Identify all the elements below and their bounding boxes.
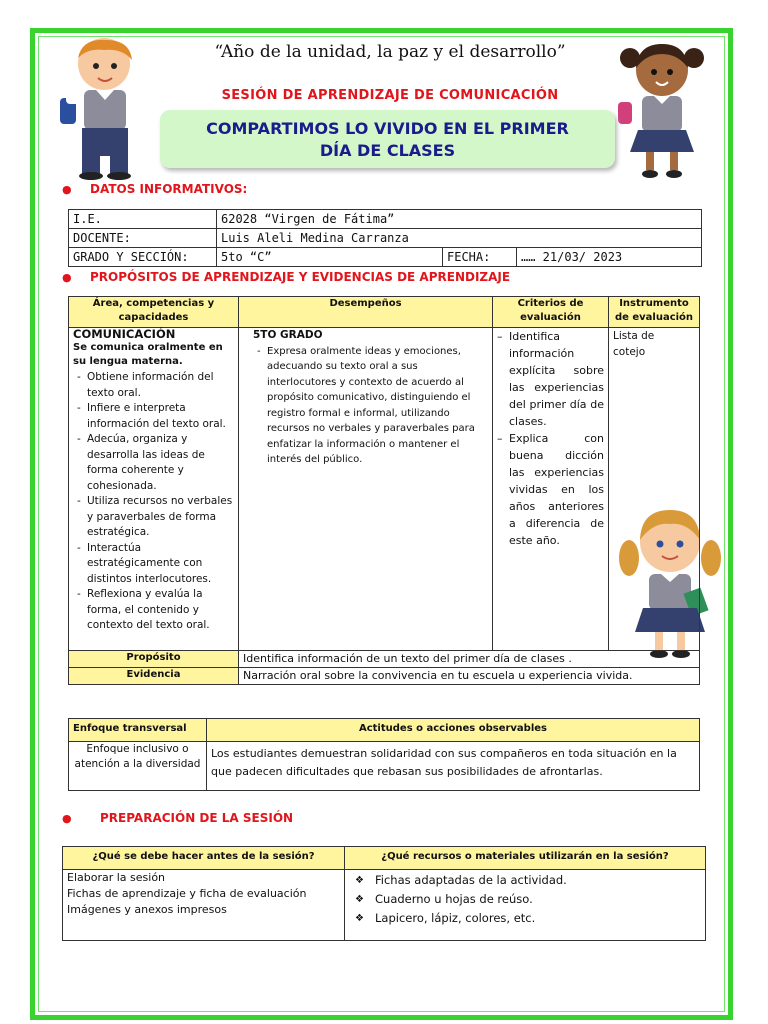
desempenos-cell (239, 328, 493, 651)
criterios-cell (493, 328, 609, 651)
preparation-table (62, 846, 706, 941)
table-row (69, 248, 702, 267)
evidencia-label: Evidencia (69, 668, 239, 685)
list-item: Fichas de aprendizaje y ficha de evaluación (67, 887, 307, 900)
list-item: - Infiere e interpreta información del texto oral. (73, 401, 234, 432)
title-line-1: COMPARTIMOS LO VIVIDO EN EL PRIMER (206, 119, 569, 138)
list-item: - Utiliza recursos no verbales y paraverbales de forma estratégica. (73, 494, 234, 541)
session-subtitle: SESIÓN DE APRENDIZAJE DE COMUNICACIÓN (221, 88, 559, 103)
list-item: ❖ Lapicero, lápiz, colores, etc. (349, 910, 701, 927)
section-propositos (62, 270, 510, 284)
list-item: – Identifica información explícita sobre las experiencias del primer día de clases. (497, 328, 604, 430)
list-item: - Reflexiona y evalúa la forma, el contenido y contexto del texto oral. (73, 587, 234, 634)
table-row (69, 668, 700, 685)
header-actitudes: Actitudes o acciones observables (207, 719, 700, 742)
enfoque-value: Enfoque inclusivo o atención a la diversidad (69, 742, 207, 791)
info-table (68, 209, 702, 267)
antes-cell (63, 870, 345, 941)
list-item: Elaborar la sesión (67, 871, 166, 884)
table-row (69, 651, 700, 668)
list-item: - Adecúa, organiza y desarrolla las ideas de forma coherente y cohesionada. (73, 432, 234, 494)
proposito-value: Identifica información de un texto del primer día de clases . (239, 651, 700, 668)
list-item: ❖ Fichas adaptadas de la actividad. (349, 872, 701, 889)
header-recursos: ¿Qué recursos o materiales utilizarán en la sesión? (345, 847, 706, 870)
list-item: ❖ Cuaderno u hojas de reúso. (349, 891, 701, 908)
bullet-icon: ● (62, 812, 72, 825)
table-header-row (69, 719, 700, 742)
area-cell (69, 328, 239, 651)
list-item: - Interactúa estratégicamente con distintos interlocutores. (73, 541, 234, 588)
section-propositos-label: PROPÓSITOS DE APRENDIZAJE Y EVIDENCIAS DE APRENDIZAJE (90, 270, 511, 284)
section-preparacion-label: PREPARACIÓN DE LA SESIÓN (100, 811, 294, 825)
table-row (69, 328, 700, 651)
grado-value: 5to “C” (217, 248, 443, 267)
fecha-value: …… 21/03/ 2023 (517, 248, 702, 267)
section-datos (62, 182, 247, 196)
header-desempenos: Desempeños (239, 297, 493, 328)
competence: Se comunica oralmente en su lengua materna. (73, 342, 223, 367)
recursos-cell (345, 870, 706, 941)
list-item: – Explica con buena dicción las experiencias vividas en los años anteriores a diferencia de este año. (497, 430, 604, 549)
year-motto: “Año de la unidad, la paz y el desarrollo” (214, 42, 566, 62)
instrument-value: Lista de cotejo (613, 330, 655, 358)
approach-table (68, 718, 700, 791)
header-area: Área, competencias y capacidades (69, 297, 239, 328)
header-antes: ¿Qué se debe hacer antes de la sesión? (63, 847, 345, 870)
header-enfoque: Enfoque transversal (69, 719, 207, 742)
evidencia-value: Narración oral sobre la convivencia en tu escuela u experiencia vivida. (239, 668, 700, 685)
list-item: Imágenes y anexos impresos (67, 903, 227, 916)
performance-list (253, 344, 488, 468)
actitudes-value: Los estudiantes demuestran solidaridad con sus compañeros en toda situación en la que padecen dificultades que rebasan sus posibilidades de afrontarlas. (207, 742, 700, 791)
header-criterios: Criterios de evaluación (493, 297, 609, 328)
bullet-icon: ● (62, 183, 72, 196)
table-header-row (63, 847, 706, 870)
list-item: - Obtiene información del texto oral. (73, 370, 234, 401)
grado-label: GRADO Y SECCIÓN: (69, 248, 217, 267)
ie-label: I.E. (69, 210, 217, 229)
table-row (69, 229, 702, 248)
instrumento-cell (609, 328, 700, 651)
section-datos-label: DATOS INFORMATIVOS: (90, 182, 248, 196)
table-row (69, 210, 702, 229)
capacities-list (73, 370, 234, 634)
criteria-list (497, 328, 604, 549)
section-preparacion (62, 811, 293, 825)
table-header-row (69, 297, 700, 328)
fecha-label: FECHA: (443, 248, 517, 267)
table-row (63, 870, 706, 941)
materials-list (349, 872, 701, 927)
grade-label: 5TO GRADO (253, 329, 323, 341)
session-title (160, 110, 615, 168)
area-title: COMUNICACIÓN (73, 327, 176, 341)
table-row (69, 742, 700, 791)
ie-value: 62028 “Virgen de Fátima” (217, 210, 702, 229)
purposes-table (68, 296, 700, 685)
header-instrumento: Instrumento de evaluación (609, 297, 700, 328)
title-line-2: DÍA DE CLASES (319, 141, 456, 160)
boy-illustration (52, 36, 162, 181)
list-item: - Expresa oralmente ideas y emociones, adecuando su texto oral a sus interlocutores y contexto de acuerdo al propósito comunicativo, distinguiendo el registro formal e informal, utilizando recursos no verbales y paraverbales para enfatizar la información o mantener el interés del público. (253, 344, 488, 468)
docente-value: Luis Aleli Medina Carranza (217, 229, 702, 248)
bullet-icon: ● (62, 271, 72, 284)
docente-label: DOCENTE: (69, 229, 217, 248)
proposito-label: Propósito (69, 651, 239, 668)
